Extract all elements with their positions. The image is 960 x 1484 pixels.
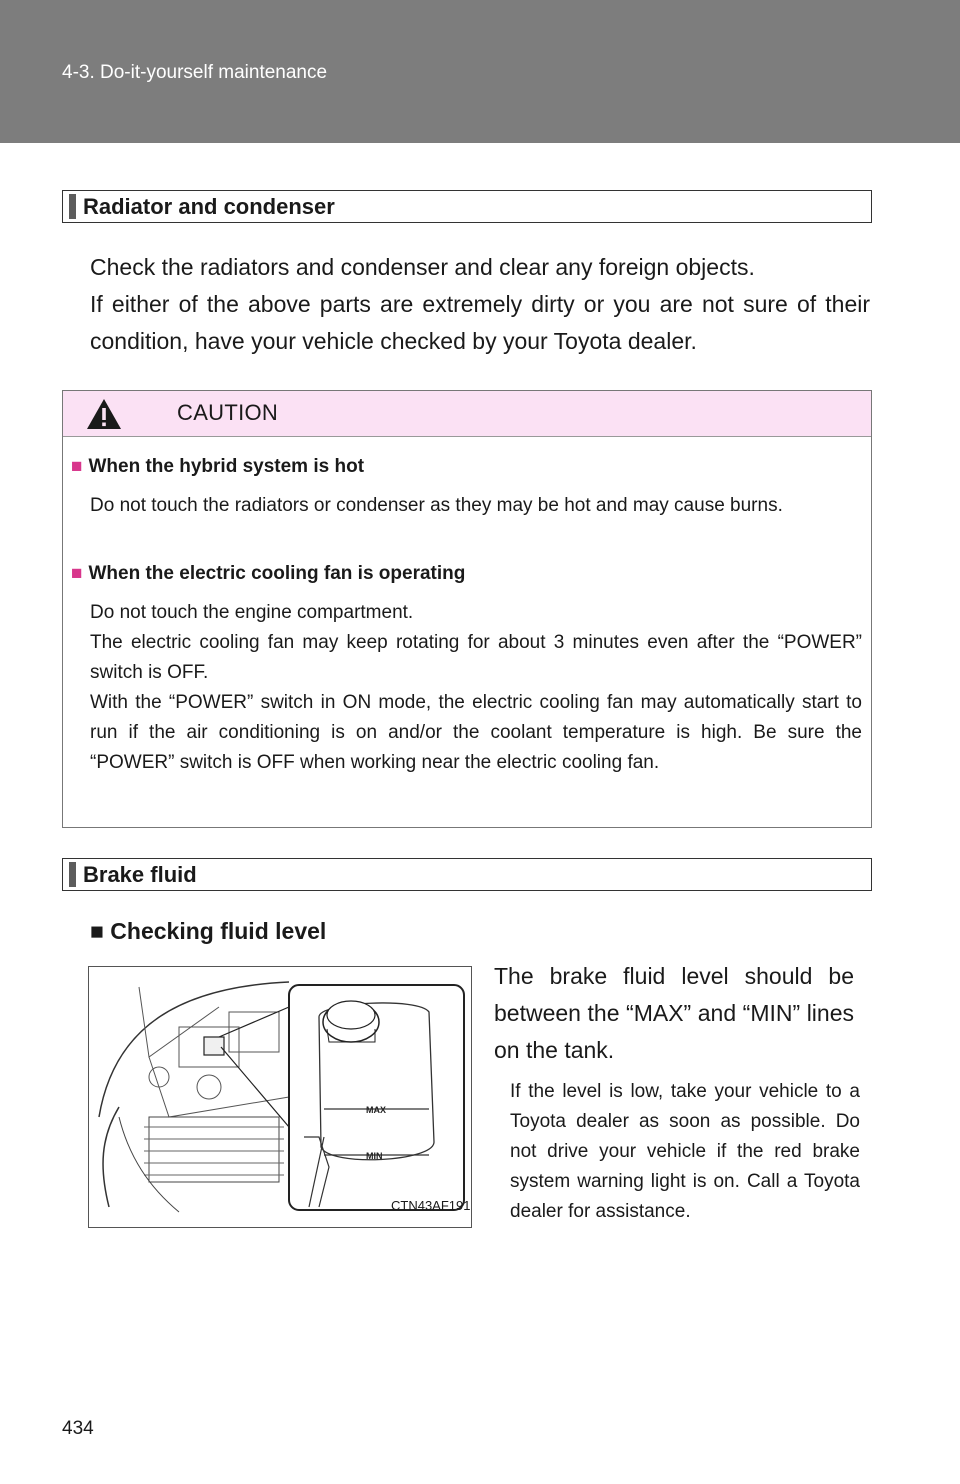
brake-heading-box [62,858,872,891]
caution-title: CAUTION [177,400,279,425]
caution-line: The electric cooling fan may keep rotating for about 3 minutes even after the “POWER” switch is OFF. [90,632,862,683]
caution-header [63,391,871,437]
figure-code: CTN43AF191 [391,1198,471,1213]
warning-triangle-icon [86,398,122,430]
caution-item-title: ■ When the hybrid system is hot [71,456,365,477]
caution-item-text: Do not touch the radiators or condenser as they may be hot and may cause burns. [90,495,783,516]
caution-item-title: ■ When the electric cooling fan is operating [71,563,466,584]
page-number: 434 [62,1418,94,1439]
header-band [0,0,960,143]
radiator-heading-box [62,190,872,223]
heading-bar [69,862,76,887]
min-line-label: MIN [366,1151,383,1161]
square-bullet-icon: ■ [90,918,111,944]
brake-level-note: If the level is low, take your vehicle to a Toyota dealer as soon as possible. Do not drive your vehicle if the red brake system warning light is on. Call a Toyota dealer for assistance. [510,1081,860,1222]
square-bullet-icon: ■ [71,563,83,584]
caution-line: Do not touch the engine compartment. [90,602,414,623]
checking-subheading: ■ Checking fluid level [90,918,327,944]
heading-bar [69,194,76,219]
max-line-label: MAX [366,1105,386,1115]
square-bullet-icon: ■ [71,456,83,477]
brake-fluid-figure [88,966,472,1228]
radiator-heading: Radiator and condenser [83,194,335,219]
engine-bay-illustration [89,967,471,1227]
section-title: 4-3. Do-it-yourself maintenance [62,62,328,83]
caution-line: With the “POWER” switch in ON mode, the electric cooling fan may automatically start to run if the air conditioning is on and/or the coolant temperature is high. Be sure the “POWER” switch is OFF when working near the electric cooling fan. [90,692,862,773]
radiator-para-2: If either of the above parts are extremely dirty or you are not sure of their condition, have your vehicle checked by your Toyota dealer. [90,291,870,354]
brake-heading: Brake fluid [83,862,197,887]
caution-box [62,390,872,828]
radiator-para-1: Check the radiators and condenser and clear any foreign objects. [90,254,755,280]
brake-level-text: The brake fluid level should be between the “MAX” and “MIN” lines on the tank. [494,963,854,1063]
